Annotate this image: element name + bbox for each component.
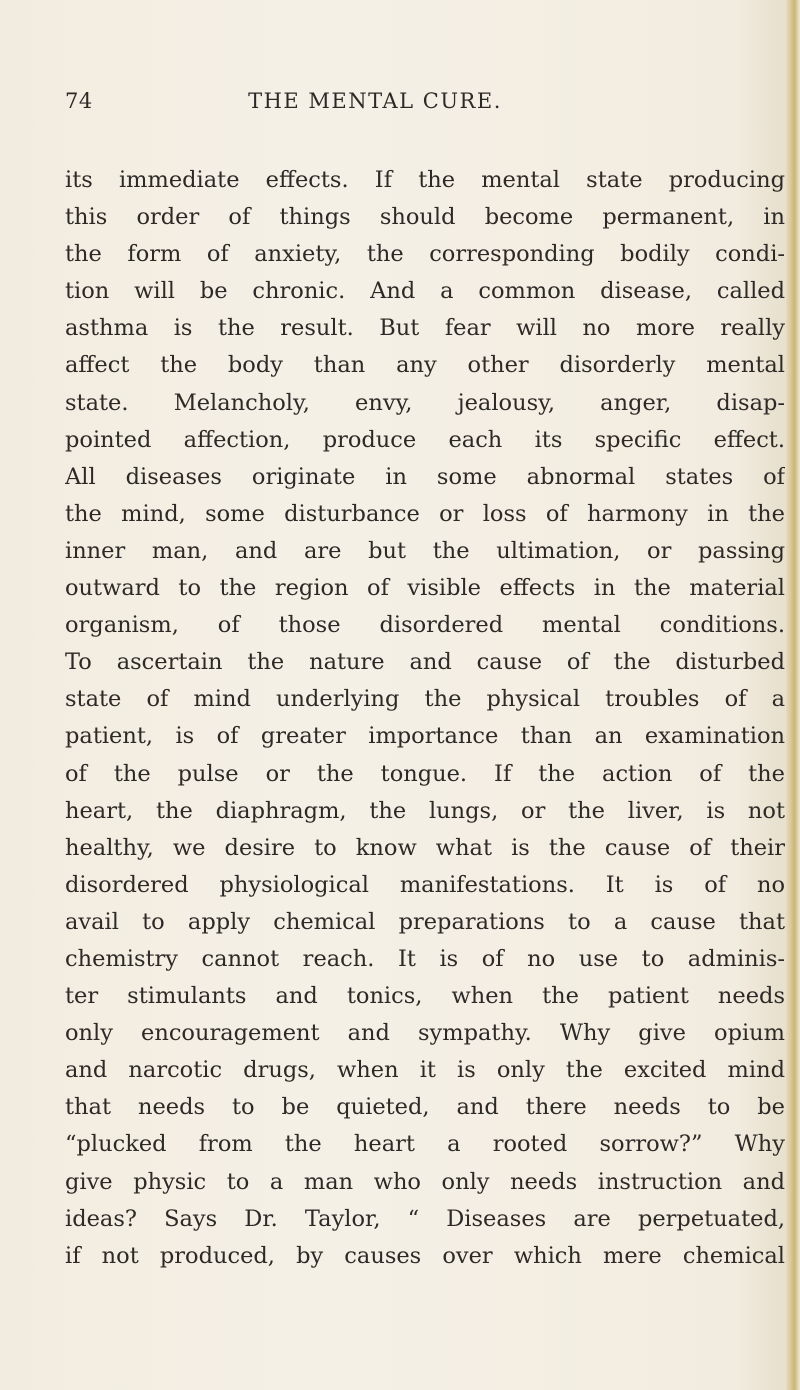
text-line: To ascertain the nature and cause of the disturbed <box>65 649 785 676</box>
text-line: and narcotic drugs, when it is only the excited mind <box>65 1057 785 1084</box>
page-header <box>65 89 765 119</box>
text-line: pointed affection, produce each its specific effect. <box>65 426 785 453</box>
body-text <box>65 162 785 1275</box>
text-line: “plucked from the heart a rooted sorrow?” Why <box>65 1131 785 1158</box>
text-line: heart, the diaphragm, the lungs, or the liver, is not <box>65 797 785 824</box>
text-line: this order of things should become permanent, in <box>65 204 785 231</box>
text-line: the mind, some disturbance or loss of harmony in the <box>65 500 785 527</box>
text-line: inner man, and are but the ultimation, or passing <box>65 537 785 564</box>
text-line: patient, is of greater importance than an examination <box>65 723 785 750</box>
text-line: tion will be chronic. And a common disease, called <box>65 278 785 305</box>
text-line: give physic to a man who only needs instruction and <box>65 1168 785 1195</box>
text-line: state. Melancholy, envy, jealousy, anger, disap- <box>65 389 785 416</box>
text-line: state of mind underlying the physical troubles of a <box>65 686 785 713</box>
text-line: of the pulse or the tongue. If the action of the <box>65 760 785 787</box>
text-line: disordered physiological manifestations. It is of no <box>65 871 785 898</box>
text-line: chemistry cannot reach. It is of no use to adminis- <box>65 945 785 972</box>
text-line: avail to apply chemical preparations to a cause that <box>65 908 785 935</box>
page-number: 74 <box>65 89 93 113</box>
text-line: ideas? Says Dr. Taylor, “ Diseases are perpetuated, <box>65 1205 785 1232</box>
text-line: affect the body than any other disorderly mental <box>65 352 785 379</box>
text-line: ter stimulants and tonics, when the patient needs <box>65 983 785 1010</box>
text-line: if not produced, by causes over which mere chemical <box>65 1242 785 1269</box>
text-line: that needs to be quieted, and there needs to be <box>65 1094 785 1121</box>
running-head: THE MENTAL CURE. <box>248 89 502 113</box>
page-edge <box>786 0 800 1390</box>
text-line: only encouragement and sympathy. Why give opium <box>65 1020 785 1047</box>
text-line: its immediate effects. If the mental state producing <box>65 167 785 193</box>
text-line: outward to the region of visible effects in the material <box>65 575 785 602</box>
text-line: asthma is the result. But fear will no more really <box>65 315 785 342</box>
text-line: organism, of those disordered mental conditions. <box>65 612 785 639</box>
text-line: All diseases originate in some abnormal states of <box>65 463 785 490</box>
text-line: the form of anxiety, the corresponding bodily condi- <box>65 241 785 268</box>
text-line: healthy, we desire to know what is the cause of their <box>65 834 785 861</box>
